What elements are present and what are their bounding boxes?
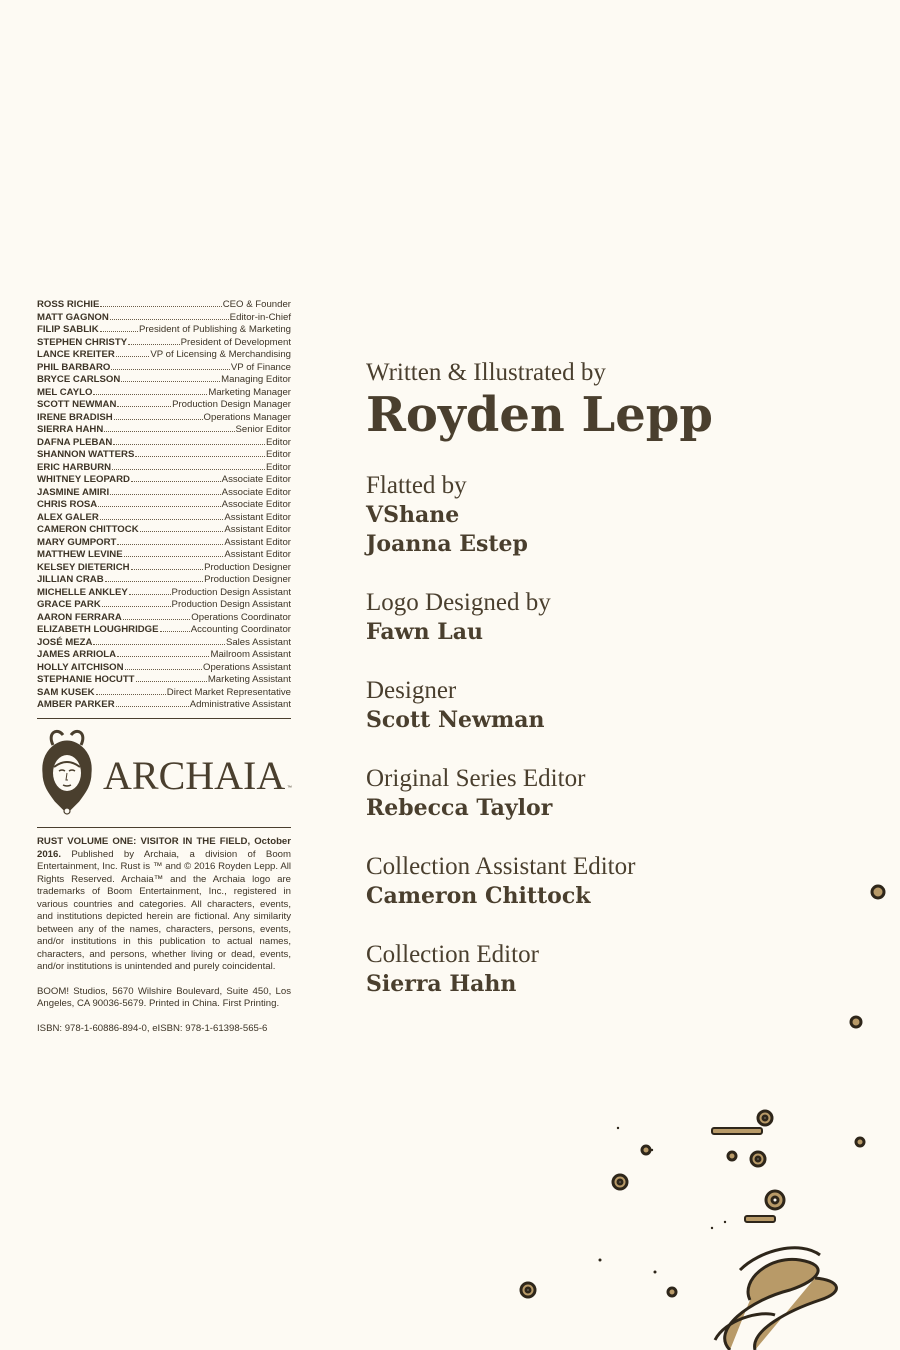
staff-name: GRACE PARK: [37, 599, 101, 610]
staff-title: Accounting Coordinator: [190, 624, 291, 635]
archaia-trademark: ™: [287, 785, 292, 791]
staff-row: [37, 387, 291, 400]
staff-name: STEPHEN CHRISTY: [37, 336, 128, 348]
leader-dots: [112, 469, 265, 470]
staff-name: BRYCE CARLSON: [37, 374, 121, 385]
staff-row: [37, 449, 291, 462]
leader-dots: [100, 519, 224, 520]
staff-row: [37, 612, 291, 625]
staff-title: Associate Editor: [221, 474, 291, 485]
staff-row: [37, 474, 291, 487]
staff-name: SHANNON WATTERS: [37, 449, 135, 460]
spring-debris-illustration: [500, 860, 900, 1350]
staff-row: [37, 374, 291, 387]
debris-dots-icon: [599, 1127, 727, 1274]
credit-role: Written & Illustrated by: [366, 359, 606, 386]
staff-row: [37, 437, 291, 450]
credit-designer: [366, 676, 866, 735]
staff-title: Production Design Assistant: [171, 599, 291, 610]
leader-dots: [125, 669, 202, 670]
staff-row: [37, 587, 291, 600]
staff-title: Assistant Editor: [224, 524, 291, 535]
leader-dots: [131, 481, 221, 482]
credit-logo: [366, 588, 866, 647]
staff-row: [37, 637, 291, 650]
credit-person: VShane: [366, 502, 460, 528]
staff-name: JASMINE AMIRI: [37, 486, 110, 498]
staff-name: WHITNEY LEOPARD: [37, 474, 130, 485]
leader-dots: [129, 594, 171, 595]
staff-title: VP of Licensing & Merchandising: [150, 349, 291, 360]
leader-dots: [128, 344, 180, 345]
archaia-emblem-icon: [43, 731, 91, 814]
credit-role: Collection Editor: [366, 941, 539, 968]
staff-title: Marketing Assistant: [207, 674, 291, 685]
staff-row: [37, 412, 291, 425]
leader-dots: [93, 644, 224, 645]
credit-person: Fawn Lau: [366, 619, 483, 645]
staff-row: [37, 624, 291, 637]
staff-name: AMBER PARKER: [37, 699, 115, 710]
book-title-line: RUST VOLUME ONE: VISITOR IN THE FIELD, October 2016.: [37, 836, 291, 860]
leader-dots: [117, 406, 171, 407]
leader-dots: [123, 619, 191, 620]
staff-row: [37, 487, 291, 500]
staff-name: LANCE KREITER: [37, 349, 115, 360]
staff-name: JILLIAN CRAB: [37, 574, 104, 585]
staff-title: Senior Editor: [235, 424, 291, 435]
leader-dots: [110, 494, 221, 495]
staff-name: ROSS RICHIE: [37, 299, 100, 310]
staff-title: Operations Coordinator: [191, 611, 291, 623]
staff-title: President of Development: [180, 336, 291, 348]
credit-role: Designer: [366, 677, 457, 704]
publisher-address: BOOM! Studios, 5670 Wilshire Boulevard, Suite 450, Los Angeles, CA 90036-5679. Printed in China. First Printing.: [37, 985, 291, 1009]
staff-title: Sales Assistant: [225, 636, 291, 648]
credit-role: Original Series Editor: [366, 765, 586, 792]
credit-series-editor: [366, 764, 866, 823]
bolt-icon: [712, 1128, 775, 1222]
leader-dots: [160, 631, 190, 632]
staff-name: CAMERON CHITTOCK: [37, 524, 139, 535]
copyright-paragraph: [37, 836, 291, 974]
leader-dots: [102, 606, 171, 607]
copyright-body: Published by Archaia, a division of Boom Entertainment, Inc. Rust is ™ and © 2016 Royden Lepp. All Rights Reserved. Archaia™ and the Archaia logo are trademarks of Boom Entertainment, Inc., registered in various countries and categories. All characters, events, and institutions depicted herein are fictional. Any similarity between any of the names, characters, persons, events, and/or institutions in this publication to actual names, characters, and persons, whether living or dead, events, and/or institutions is unintended and purely coincidental.: [37, 848, 291, 972]
credit-role: Flatted by: [366, 472, 467, 499]
leader-dots: [114, 419, 203, 420]
staff-row: [37, 537, 291, 550]
staff-row: [37, 324, 291, 337]
staff-name: MARY GUMPORT: [37, 536, 117, 548]
staff-name: KELSEY DIETERICH: [37, 561, 130, 573]
staff-row: [37, 674, 291, 687]
staff-name: ELIZABETH LOUGHRIDGE: [37, 624, 159, 635]
staff-title: Administrative Assistant: [189, 699, 291, 710]
staff-name: SCOTT NEWMAN: [37, 399, 117, 410]
leader-dots: [117, 544, 223, 545]
leader-dots: [110, 319, 229, 320]
leader-dots: [105, 581, 203, 582]
staff-name: JAMES ARRIOLA: [37, 649, 117, 660]
credit-person: Sierra Hahn: [366, 971, 517, 997]
staff-title: Production Designer: [204, 574, 291, 585]
credit-person: Rebecca Taylor: [366, 795, 553, 821]
staff-title: Managing Editor: [221, 374, 291, 385]
leader-dots: [131, 569, 203, 570]
staff-row: [37, 524, 291, 537]
staff-title: President of Publishing & Marketing: [139, 324, 291, 335]
credit-flatted: [366, 471, 866, 559]
staff-name: AARON FERRARA: [37, 611, 122, 623]
staff-name: ERIC HARBURN: [37, 461, 112, 473]
staff-name: DAFNA PLEBAN: [37, 436, 113, 448]
staff-list: [37, 299, 291, 712]
leader-dots: [136, 681, 207, 682]
staff-title: Editor: [265, 436, 291, 448]
leader-dots: [116, 356, 150, 357]
staff-row: [37, 599, 291, 612]
divider-top: [37, 718, 291, 719]
credit-written: [366, 358, 866, 442]
staff-row: [37, 362, 291, 375]
credit-role: Logo Designed by: [366, 589, 551, 616]
credit-role: Collection Assistant Editor: [366, 853, 636, 880]
credit-person: Cameron Chittock: [366, 883, 591, 909]
staff-title: Operations Assistant: [203, 661, 291, 673]
staff-row: [37, 687, 291, 700]
staff-name: JOSÉ MEZA: [37, 636, 93, 648]
leader-dots: [104, 431, 234, 432]
staff-title: Assistant Editor: [224, 511, 291, 523]
staff-title: CEO & Founder: [222, 299, 291, 310]
staff-name: MATTHEW LEVINE: [37, 549, 123, 560]
isbn-line: ISBN: 978-1-60886-894-0, eISBN: 978-1-61398-565-6: [37, 1022, 268, 1034]
staff-title: Associate Editor: [221, 486, 291, 498]
staff-title: Assistant Editor: [224, 536, 291, 548]
staff-name: PHIL BARBARO: [37, 361, 111, 373]
staff-row: [37, 299, 291, 312]
staff-title: Production Design Manager: [172, 399, 291, 410]
divider-bottom: [37, 827, 291, 828]
credit-person: Scott Newman: [366, 707, 545, 733]
archaia-wordmark: ARCHAIA: [103, 753, 286, 798]
staff-title: VP of Finance: [230, 361, 291, 373]
staff-title: Editor: [265, 449, 291, 460]
staff-title: Production Designer: [204, 561, 291, 573]
leader-dots: [117, 656, 209, 657]
staff-row: [37, 349, 291, 362]
leader-dots: [93, 394, 207, 395]
staff-title: Production Design Assistant: [171, 586, 291, 598]
staff-name: SIERRA HAHN: [37, 424, 104, 435]
staff-name: ALEX GALER: [37, 511, 99, 523]
staff-row: [37, 662, 291, 675]
staff-row: [37, 699, 291, 712]
staff-row: [37, 424, 291, 437]
leader-dots: [124, 556, 224, 557]
spring-icon: [715, 1248, 836, 1350]
leader-dots: [121, 381, 220, 382]
staff-name: IRENE BRADISH: [37, 411, 113, 423]
staff-title: Operations Manager: [203, 411, 291, 423]
staff-title: Assistant Editor: [224, 549, 291, 560]
staff-title: Direct Market Representative: [166, 686, 291, 698]
leader-dots: [100, 306, 221, 307]
staff-name: STEPHANIE HOCUTT: [37, 674, 135, 685]
staff-row: [37, 574, 291, 587]
staff-title: Marketing Manager: [208, 386, 291, 398]
staff-title: Editor: [265, 461, 291, 473]
staff-row: [37, 649, 291, 662]
leader-dots: [111, 369, 230, 370]
staff-name: CHRIS ROSA: [37, 499, 98, 510]
legal-notice: [37, 836, 291, 1047]
staff-title: Mailroom Assistant: [210, 649, 291, 660]
staff-row: [37, 499, 291, 512]
leader-dots: [100, 331, 138, 332]
leader-dots: [98, 506, 220, 507]
nut-icon: [521, 886, 884, 1297]
leader-dots: [113, 444, 265, 445]
staff-row: [37, 512, 291, 525]
staff-name: FILIP SABLIK: [37, 324, 99, 335]
staff-name: MATT GAGNON: [37, 311, 109, 323]
leader-dots: [135, 456, 265, 457]
staff-row: [37, 337, 291, 350]
staff-row: [37, 549, 291, 562]
staff-row: [37, 562, 291, 575]
credit-person: Joanna Estep: [366, 531, 528, 557]
author-name: Royden Lepp: [366, 387, 713, 443]
staff-title: Associate Editor: [221, 499, 291, 510]
leader-dots: [96, 694, 166, 695]
leader-dots: [116, 706, 189, 707]
staff-name: MEL CAYLO: [37, 386, 93, 398]
staff-row: [37, 312, 291, 325]
staff-name: HOLLY AITCHISON: [37, 661, 124, 673]
leader-dots: [140, 531, 224, 532]
staff-name: MICHELLE ANKLEY: [37, 586, 128, 598]
staff-row: [37, 399, 291, 412]
archaia-logo: [37, 727, 293, 819]
staff-row: [37, 462, 291, 475]
staff-title: Editor-in-Chief: [229, 311, 291, 323]
staff-name: SAM KUSEK: [37, 686, 95, 698]
